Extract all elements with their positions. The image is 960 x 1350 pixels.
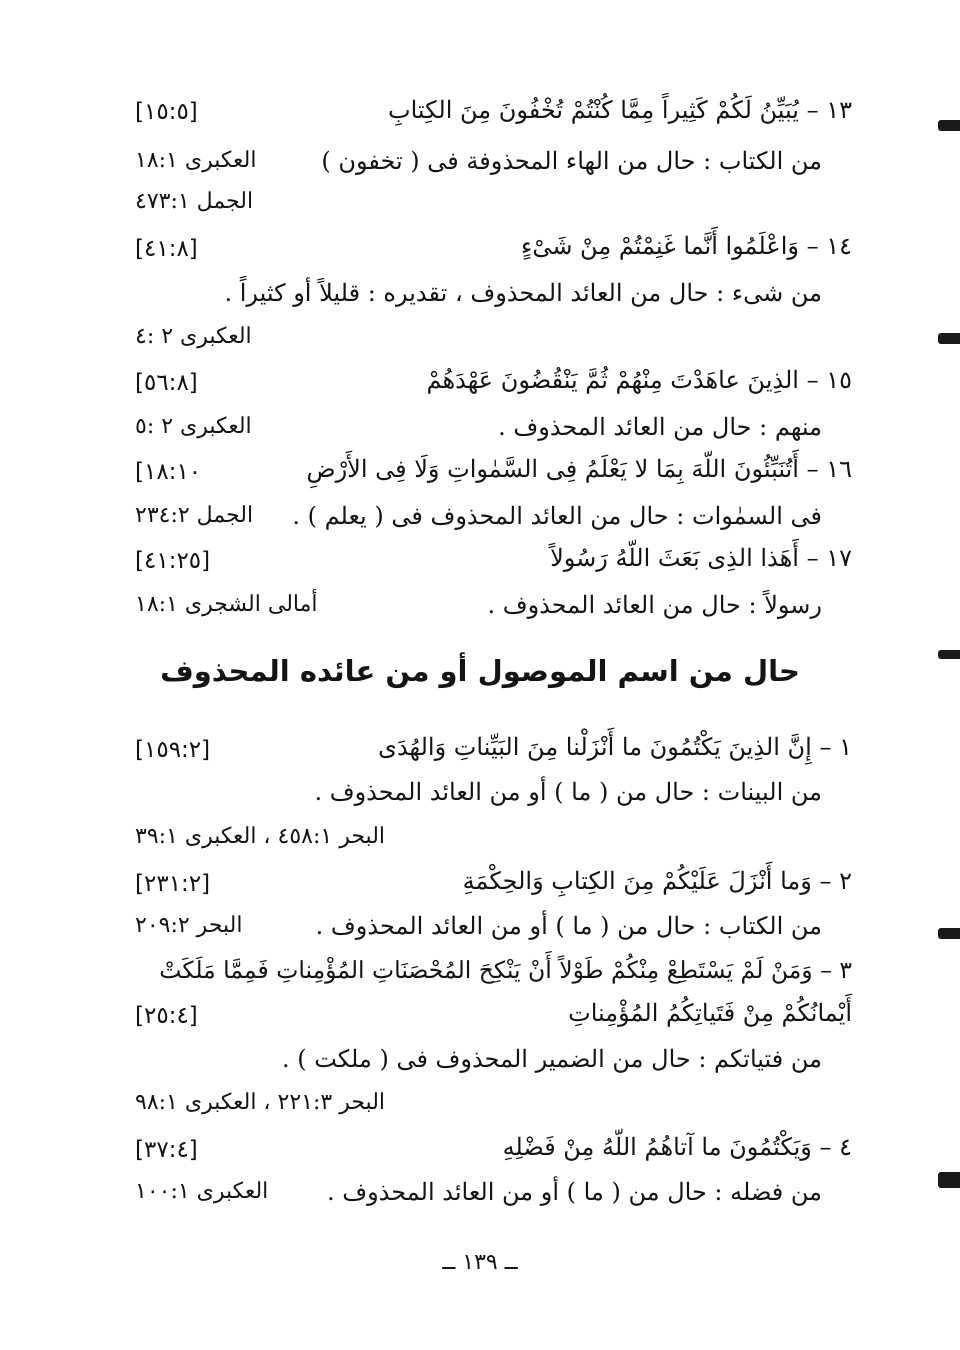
entry-13-source: العكبرى ١٨:١ — [135, 148, 257, 173]
s2-entry-3-source: البحر ٢٢١:٣ ، العكبرى ٩٨:١ — [135, 1090, 386, 1115]
scan-edge-mark — [938, 333, 960, 344]
entry-16-note: فى السمٰوات : حال من العائد المحذوف فى ( يعلم ) . — [292, 502, 822, 530]
entry-13-note: من الكتاب : حال من الهاء المحذوفة فى ( تخفون ) — [321, 147, 822, 175]
entry-number: ١٥ — [826, 366, 852, 394]
verse-text: إِنَّ الذِينَ يَكْتُمُونَ ما أَنْزَلْنا مِنَ البَيِّناتِ وَالهُدَى — [378, 733, 812, 761]
scan-edge-mark — [938, 650, 960, 659]
entry-16-ref: [١٨:١٠ — [135, 459, 202, 485]
s2-entry-3-ref: [٢٥:٤] — [135, 1003, 198, 1029]
scan-edge-mark — [938, 928, 960, 939]
entry-13-ref: [١٥:٥] — [135, 99, 198, 125]
verse-text: وَاعْلَمُوا أَنَّما غَنِمْتُمْ مِنْ شَىْءٍ — [521, 232, 799, 260]
page-number: ــ ١٣٩ ــ — [442, 1250, 518, 1275]
s2-entry-3-note: من فتياتكم : حال من الضمير المحذوف فى ( ملكت ) . — [281, 1045, 822, 1073]
verse-text: وَيَكْتُمُونَ ما آتاهُمُ اللّهُ مِنْ فَضْلِهِ — [502, 1133, 812, 1161]
entry-13-source-2: الجمل ٤٧٣:١ — [135, 189, 254, 214]
entry-number: ٤ — [839, 1133, 852, 1161]
entry-17-verse: ١٧ – أَهَذا الذِى بَعَثَ اللّهُ رَسُولاً — [550, 544, 852, 572]
verse-text: الذِينَ عاهَدْتَ مِنْهُمْ ثُمَّ يَنْقُضُونَ عَهْدَهُمْ — [426, 366, 799, 394]
s2-entry-1-verse: ١ – إِنَّ الذِينَ يَكْتُمُونَ ما أَنْزَلْنا مِنَ البَيِّناتِ وَالهُدَى — [378, 733, 852, 761]
entry-17-note: رسولاً : حال من العائد المحذوف . — [487, 591, 822, 619]
entry-number: ١ — [839, 733, 852, 761]
scan-edge-mark — [938, 1172, 960, 1188]
scan-edge-mark — [938, 120, 960, 131]
s2-entry-3-verse: ٣ – وَمَنْ لَمْ يَسْتَطِعْ مِنْكُمْ طَوْلاً أَنْ يَنْكِحَ المُحْصَنَاتِ المُؤْمِناتِ فَمِمَّا مَلَكَتْ — [159, 956, 852, 984]
s2-entry-1-note: من البينات : حال من ( ما ) أو من العائد المحذوف . — [314, 778, 822, 806]
entry-number: ٢ — [839, 867, 852, 895]
entry-14-note: من شىء : حال من العائد المحذوف ، تقديره : قليلاً أو كثيراً . — [224, 279, 822, 307]
entry-number: ١٧ — [826, 544, 852, 572]
s2-entry-2-note: من الكتاب : حال من ( ما ) أو من العائد المحذوف . — [315, 912, 822, 940]
entry-15-ref: [٥٦:٨] — [135, 370, 198, 396]
verse-text: وَما أَنْزَلَ عَلَيْكُمْ مِنَ الكِتابِ وَالحِكْمَةِ — [462, 867, 812, 895]
entry-number: ١٤ — [826, 232, 852, 260]
entry-16-source: الجمل ٢٣٤:٢ — [135, 503, 254, 528]
s2-entry-4-note: من فضله : حال من ( ما ) أو من العائد المحذوف . — [326, 1178, 822, 1206]
s2-entry-4-ref: [٣٧:٤] — [135, 1137, 198, 1163]
s2-entry-4-verse: ٤ – وَيَكْتُمُونَ ما آتاهُمُ اللّهُ مِنْ فَضْلِهِ — [502, 1133, 852, 1161]
entry-number: ١٣ — [826, 96, 852, 124]
entry-15-note: منهم : حال من العائد المحذوف . — [498, 413, 822, 441]
s2-entry-1-ref: [١٥٩:٢] — [135, 737, 211, 763]
section-heading: حال من اسم الموصول أو من عائده المحذوف — [160, 654, 800, 688]
verse-text: أَهَذا الذِى بَعَثَ اللّهُ رَسُولاً — [550, 544, 799, 572]
entry-15-source: العكبرى ٢ :٥ — [135, 414, 252, 439]
entry-13-verse: ١٣ – يُبَيِّنُ لَكُمْ كَثِيراً مِمَّا كُنْتُمْ تُخْفُونَ مِنَ الكِتابِ — [387, 96, 852, 124]
s2-entry-3-verse-cont: أَيْمانُكُمْ مِنْ فَتَياتِكُمُ المُؤْمِناتِ — [568, 999, 852, 1027]
s2-entry-2-verse: ٢ – وَما أَنْزَلَ عَلَيْكُمْ مِنَ الكِتابِ وَالحِكْمَةِ — [462, 867, 852, 895]
s2-entry-4-source: العكبرى ١٠٠:١ — [135, 1179, 269, 1204]
s2-entry-2-source: البحر ٢٠٩:٢ — [135, 913, 243, 938]
verse-text: يُبَيِّنُ لَكُمْ كَثِيراً مِمَّا كُنْتُمْ تُخْفُونَ مِنَ الكِتابِ — [387, 96, 799, 124]
entry-15-verse: ١٥ – الذِينَ عاهَدْتَ مِنْهُمْ ثُمَّ يَنْقُضُونَ عَهْدَهُمْ — [426, 366, 852, 394]
entry-17-ref: [٤١:٢٥] — [135, 548, 211, 574]
s2-entry-2-ref: [٢٣١:٢] — [135, 871, 211, 897]
entry-16-verse: ١٦ – أَتُنَبِّئُونَ اللّهَ بِمَا لا يَعْلَمُ فِى السَّمٰواتِ وَلَا فِى الأَرْضِ — [306, 455, 852, 483]
entry-number: ١٦ — [826, 455, 852, 483]
s2-entry-1-source: البحر ٤٥٨:١ ، العكبرى ٣٩:١ — [135, 824, 386, 849]
entry-14-ref: [٤١:٨] — [135, 236, 198, 262]
entry-17-source: أمالى الشجرى ١٨:١ — [135, 592, 318, 617]
verse-text: أَتُنَبِّئُونَ اللّهَ بِمَا لا يَعْلَمُ فِى السَّمٰواتِ وَلَا فِى الأَرْضِ — [306, 455, 799, 483]
entry-14-source: العكبرى ٢ :٤ — [135, 324, 252, 349]
verse-text: وَمَنْ لَمْ يَسْتَطِعْ مِنْكُمْ طَوْلاً أَنْ يَنْكِحَ المُحْصَنَاتِ المُؤْمِناتِ فَمِمَّا مَلَكَتْ — [159, 956, 813, 984]
entry-14-verse: ١٤ – وَاعْلَمُوا أَنَّما غَنِمْتُمْ مِنْ شَىْءٍ — [521, 232, 852, 260]
entry-number: ٣ — [839, 956, 852, 984]
